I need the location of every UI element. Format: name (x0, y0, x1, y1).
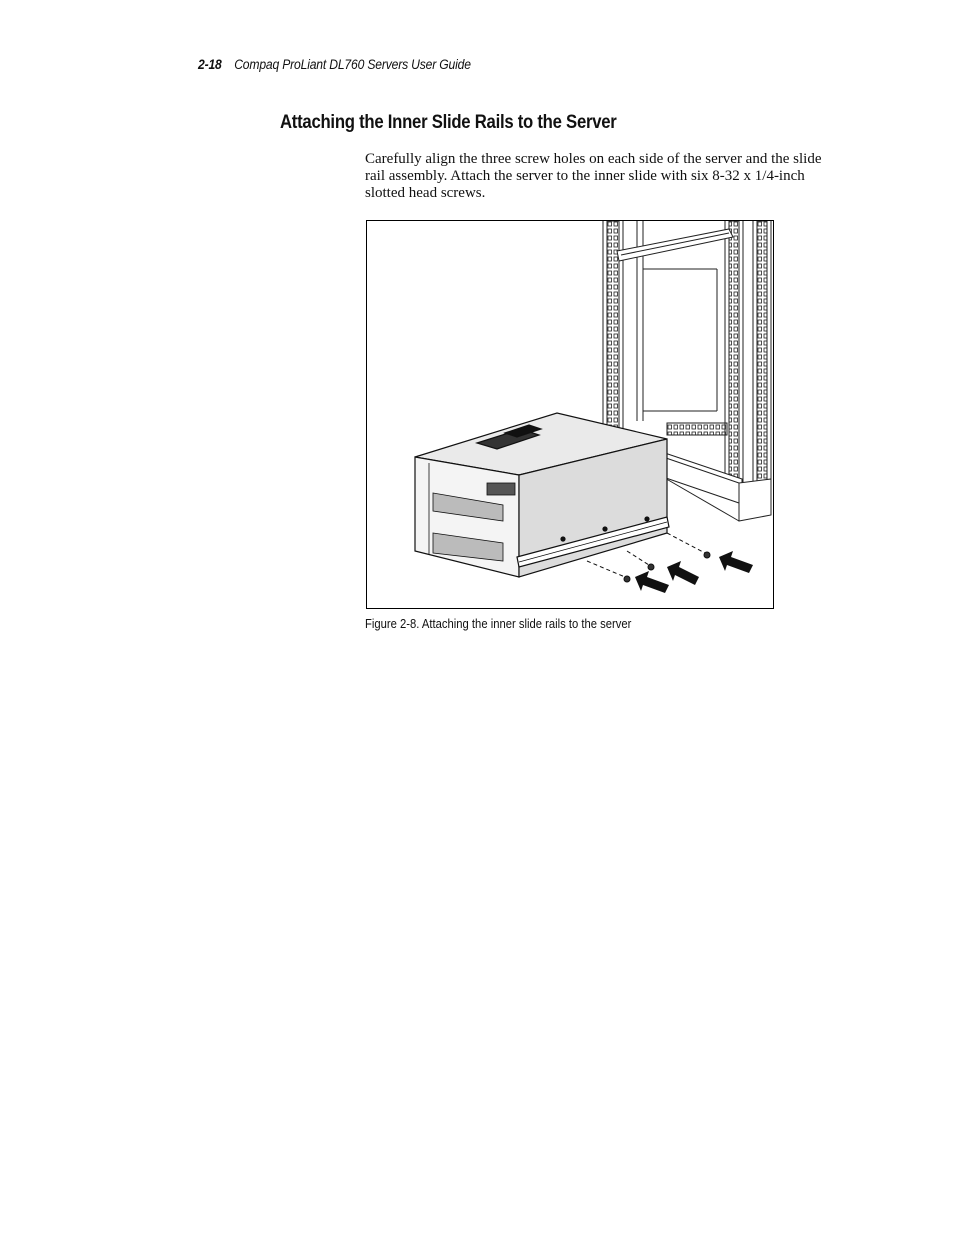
section-heading: Attaching the Inner Slide Rails to the Server (280, 112, 617, 133)
instruction-paragraph: Carefully align the three screw holes on each side of the server and the slide rail assembly. Attach the server to the inner slide with six 8-32 x 1/4-inch slotted head screws. (365, 151, 822, 201)
figure-illustration (366, 220, 774, 609)
page-number: 2-18 (198, 57, 222, 72)
server-rack-illustration (367, 221, 775, 610)
book-title: Compaq ProLiant DL760 Servers User Guide (234, 57, 471, 72)
insertion-arrows (635, 551, 753, 593)
server-chassis (415, 413, 669, 577)
running-header (198, 57, 471, 72)
figure-caption: Figure 2-8. Attaching the inner slide rails to the server (365, 617, 632, 631)
